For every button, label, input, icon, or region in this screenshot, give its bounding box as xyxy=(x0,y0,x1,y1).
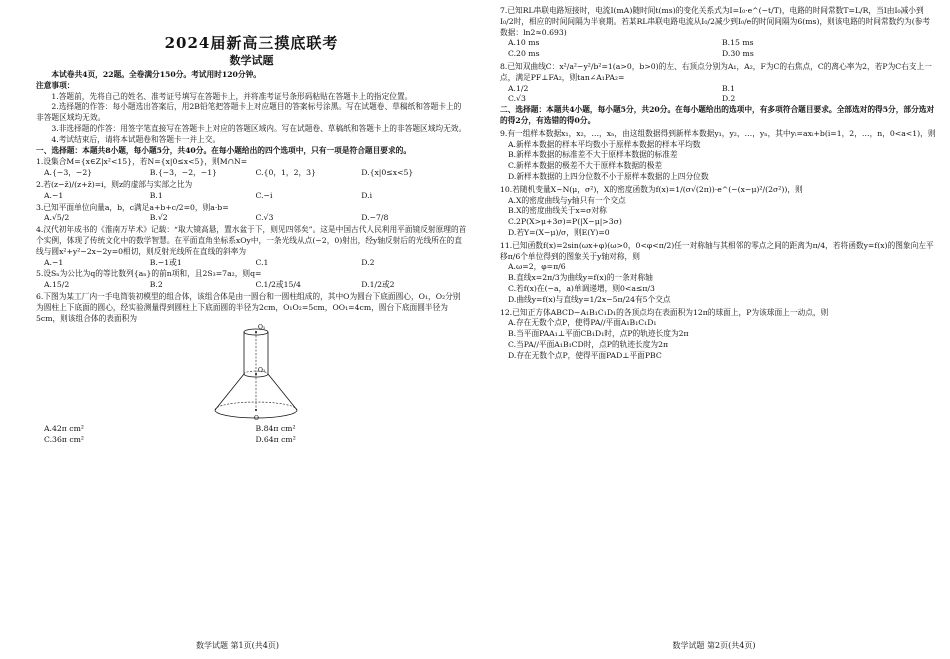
option-a: A.1/2 xyxy=(508,83,529,93)
notice-item: 4.考试结束后，请将本试题卷和答题卡一并上交。 xyxy=(51,134,221,144)
notice-item: 1.答题前，先将自己的姓名、准考证号填写在答题卡上，并将准考证号条形码粘贴在答题卡上的指定位置。 xyxy=(51,91,413,101)
notice-item: 2.选择题的作答：每小题选出答案后，用2B铅笔把答题卡上对应题目的答案标号涂黑。写在试题卷、草稿纸和答题卡上的非答题区域均无效。 xyxy=(36,102,462,123)
option-d: D.存在无数个点P，使得平面PAD⊥平面PBC xyxy=(508,350,662,360)
question-stem: 2.若(z−z̄)/(z+z̄)=i，则z的虚部与实部之比为 xyxy=(36,179,193,189)
cylinder-frustum-figure xyxy=(201,324,311,424)
options xyxy=(36,213,467,224)
option-b: B.15 ms xyxy=(722,38,754,48)
exam-info: 本试卷共4页，22题。全卷满分150分。考试用时120分钟。 xyxy=(51,70,261,79)
option-a: A.ω=2，φ=π/6 xyxy=(508,262,566,272)
geometry-figure xyxy=(36,324,467,424)
question-6 xyxy=(36,292,467,446)
option-b: B.当平面PAA₁⊥平面CB₁D₁时，点P的轨迹长度为2π xyxy=(508,329,689,339)
notice-title: 注意事项： xyxy=(36,80,75,90)
label-o: O xyxy=(254,415,259,423)
page-2 xyxy=(478,0,950,659)
option-a: A.15/2 xyxy=(44,280,70,290)
option-a: A.−1 xyxy=(44,257,64,267)
question-3 xyxy=(36,203,467,225)
option-b: B.−1或1 xyxy=(149,257,182,267)
options xyxy=(36,258,467,269)
section-2-heading: 二、选择题：本题共4小题，每小题5分，共20分。在每小题给出的选项中，有多项符合题目要求。全部选对的得5分，部分选对的得2分，有选错的得0分。 xyxy=(500,105,935,125)
option-c: C.36π cm² xyxy=(44,435,85,445)
question-12 xyxy=(500,308,936,362)
question-8 xyxy=(500,62,936,105)
section-1-heading: 一、选择题：本题共8小题，每小题5分，共40分。在每小题给出的四个选项中，只有一项是符合题目要求的。 xyxy=(36,145,412,155)
page-footer: 数学试题 第2页(共4页) xyxy=(672,641,756,650)
option-c: C.2P(X>μ+3σ)=P(|X−μ|>3σ) xyxy=(508,217,622,227)
option-b: B.直线x=2π/3为曲线y=f(x)的一条对称轴 xyxy=(508,273,653,283)
option-d: D.64π cm² xyxy=(255,435,296,445)
exam-subtitle: 数学试题 xyxy=(229,54,274,67)
page-1-column xyxy=(36,4,467,446)
point-o1 xyxy=(255,331,257,333)
option-b: B.1 xyxy=(722,83,735,93)
question-stem: 8.已知双曲线C：x²/a²−y²/b²=1(a>0，b>0)的左、右顶点分别为A₁，A₂，F为C的右焦点，C的离心率为2，若P为C右支上一点，满足PF⊥FA₂，则tan∠A₁PA₂= xyxy=(500,61,932,82)
option-a: A.存在无数个点P，使得PA//平面A₁B₁C₁D₁ xyxy=(508,318,657,328)
option-c: C.新样本数据的极差不大于原样本数据的极差 xyxy=(508,161,663,171)
point-o2 xyxy=(255,373,257,375)
question-5 xyxy=(36,269,467,291)
options xyxy=(36,191,467,202)
question-1 xyxy=(36,157,467,179)
option-b: B.{−3，−2，−1} xyxy=(149,168,217,178)
option-c: C.1 xyxy=(255,257,269,267)
question-stem: 11.已知函数f(x)=2sin(ωx+φ)(ω>0，0<φ<π/2)任一对称轴与其相邻的零点之间的距离为π/4，若将函数y=f(x)的图象向左平移π/6个单位得到的图象关于y轴对称，则 xyxy=(500,240,934,261)
question-10 xyxy=(500,185,936,239)
options xyxy=(36,280,467,291)
option-b: B.1 xyxy=(149,190,163,200)
question-stem: 7.已知RL串联电路短接时，电流I(mA)随时间t(ms)的变化关系式为I=I₀·e^(−t/T)，电路的时间常数T=L/R，当I由I₀减小到I₀/2时，相应的时间间隔为半衰期。若某RL串联电路电流从I₀/2减少到I₀/e的时间间隔为6(ms)，则该电路的时间常数约为(参考数据：ln2≈0.693) xyxy=(500,6,931,37)
option-a: A.新样本数据的样本平均数小于原样本数据的样本平均数 xyxy=(508,139,701,149)
page-footer: 数学试题 第1页(共4页) xyxy=(196,641,279,650)
options xyxy=(36,424,467,446)
option-b: B.X的密度曲线关于x=σ对称 xyxy=(508,206,607,216)
option-b: B.新样本数据的标准差不大于原样本数据的标准差 xyxy=(508,150,678,160)
option-d: D.1/2或2 xyxy=(361,280,395,290)
option-c: C.−i xyxy=(255,190,273,200)
options xyxy=(500,38,936,60)
option-c: C.若f(x)在(−a，a)单调递增，则0<a≤π/3 xyxy=(508,283,655,293)
question-stem: 4.汉代初年成书的《淮南万毕术》记载：“取大镜高悬，置水盆于下，则见四邻矣”。这是中国古代人民利用平面镜反射原理的首个实例，体现了传统文化中的数学智慧。在平面直角坐标系xOy中，一条光线从点(−2，0)射出，经y轴反射后的光线所在的直线与圆x²+y²−2x−2y=0相切，则反射光线所在直线的斜率为 xyxy=(36,225,467,256)
label-o2: O₂ xyxy=(258,367,266,375)
label-o1: O₁ xyxy=(258,324,266,332)
option-d: D.−7/8 xyxy=(361,213,389,223)
option-c: C.20 ms xyxy=(508,49,540,59)
option-c: C.√3 xyxy=(508,94,526,104)
option-d: D.2 xyxy=(722,94,736,104)
exam-title: 2024届新高三摸底联考 xyxy=(164,34,339,52)
options xyxy=(36,168,467,179)
option-c: C.√3 xyxy=(255,213,274,223)
frustum-left-edge xyxy=(215,374,244,410)
option-d: D.{x|0≤x<5} xyxy=(361,168,414,178)
frustum-right-edge xyxy=(268,374,297,410)
question-2 xyxy=(36,180,467,202)
option-d: D.i xyxy=(361,190,373,200)
option-b: B.84π cm² xyxy=(255,424,296,434)
options xyxy=(500,84,936,106)
option-b: B.√2 xyxy=(149,213,168,223)
option-c: C.1/2或15/4 xyxy=(255,280,301,290)
question-stem: 5.设Sₙ为公比为q的等比数列{aₙ}的前n项和，且2S₃=7a₂，则q= xyxy=(36,269,262,279)
option-a: A.42π cm² xyxy=(44,424,84,434)
question-11 xyxy=(500,241,936,306)
question-stem: 10.若随机变量X~N(μ，σ²)，X的密度函数为f(x)=1/(σ√(2π))·e^(−(x−μ)²/(2σ²))，则 xyxy=(500,184,803,194)
question-4 xyxy=(36,225,467,268)
option-a: A.−1 xyxy=(44,190,64,200)
option-d: D.30 ms xyxy=(722,49,754,59)
option-d: D.2 xyxy=(361,257,375,267)
notice-item: 3.非选择题的作答：用签字笔直接写在答题卡上对应的答题区域内。写在试题卷、草稿纸和答题卡上的非答题区域均无效。 xyxy=(51,123,467,133)
question-stem: 9.有一组样本数据x₁，x₂，…，xₙ，由这组数据得到新样本数据y₁，y₂，…，yₙ，其中yᵢ=axᵢ+b(i=1，2，…，n，0<a<1)，则 xyxy=(500,128,936,138)
option-d: D.若Y=(X−μ)/σ，则E(Y)=0 xyxy=(508,227,610,237)
option-c: C.{0，1，2，3} xyxy=(255,168,316,178)
question-stem: 3.已知平面单位向量a，b，c满足a+b+c/2=0，则a·b= xyxy=(36,202,229,212)
point-o xyxy=(255,409,257,411)
option-a: A.X的密度曲线与y轴只有一个交点 xyxy=(508,195,626,205)
question-stem: 1.设集合M={x∈Z|x²<15}，若N={x|0≤x<5}，则M∩N= xyxy=(36,157,248,167)
question-stem: 6.下图为某工厂内一手电筒装初模型的组合体，该组合体是由一圆台和一圆柱组成的，其中O为圆台下底面圆心，O₁，O₂分别为圆柱上下底面的圆心，经实验测量得到圆柱上下底面圆的半径为2cm，O₁O₂=5cm，OO₁=4cm，圆台下底面圆半径为5cm，则该组合体的表面积为 xyxy=(36,291,461,323)
option-d: D.新样本数据的上四分位数不小于原样本数据的上四分位数 xyxy=(508,171,709,181)
question-9 xyxy=(500,129,936,183)
option-a: A.{−3，−2} xyxy=(44,168,93,178)
page-2-column xyxy=(500,4,936,362)
option-d: D.曲线y=f(x)与直线y=1/2x−5π/24有5个交点 xyxy=(508,294,671,304)
question-stem: 12.已知正方体ABCD−A₁B₁C₁D₁的各顶点均在表面积为12π的球面上，P为该球面上一动点，则 xyxy=(500,307,829,317)
question-7 xyxy=(500,6,936,60)
option-a: A.√5/2 xyxy=(44,213,70,223)
option-a: A.10 ms xyxy=(508,38,540,48)
option-b: B.2 xyxy=(149,280,163,290)
option-c: C.当PA//平面A₁B₁CD时，点P的轨迹长度为2π xyxy=(508,339,669,349)
